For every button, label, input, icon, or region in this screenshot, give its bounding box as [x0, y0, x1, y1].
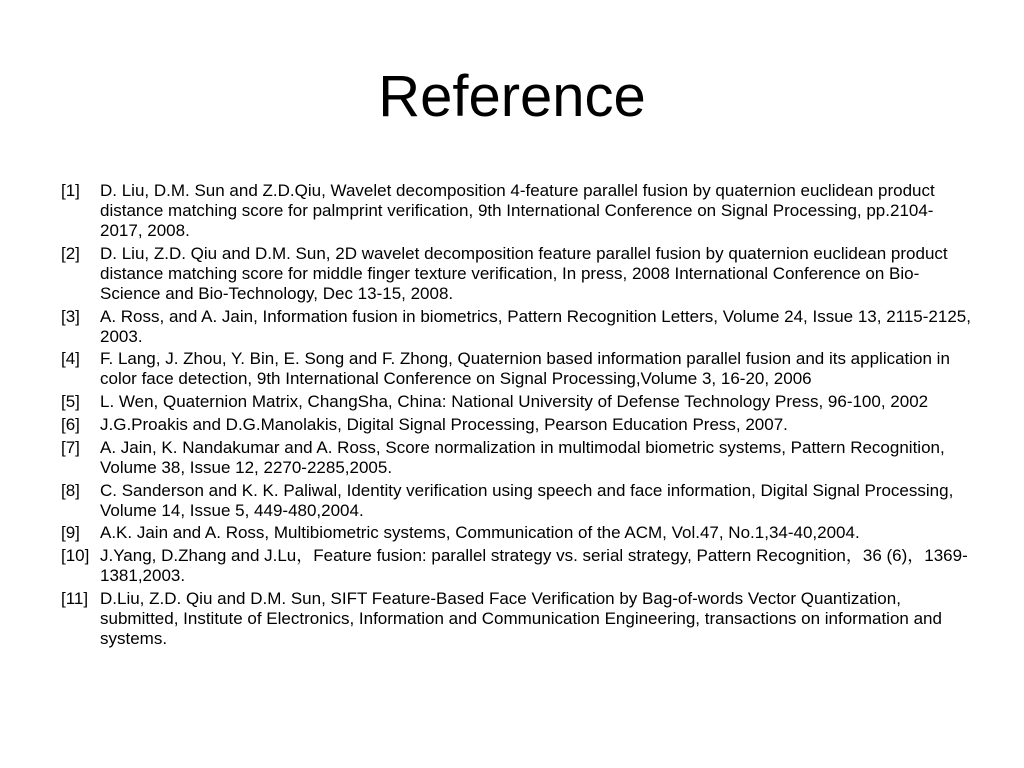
reference-text: A. Ross, and A. Jain, Information fusion in biometrics, Pattern Recognition Letters, Volume 24, Issue 13, 2115-2125, 2003. [100, 306, 971, 346]
reference-text: D. Liu, Z.D. Qiu and D.M. Sun, 2D wavelet decomposition feature parallel fusion by quaternion euclidean product distance matching score for middle finger texture verification, In press, 2008 International Conference on Bio-Science and Bio-Technology, Dec 13-15, 2008. [100, 243, 948, 303]
reference-text: D.Liu, Z.D. Qiu and D.M. Sun, SIFT Feature-Based Face Verification by Bag-of-words Vector Quantization, submitted, Institute of Electronics, Information and Communication Engineering, transactions on information and systems. [100, 588, 942, 648]
reference-text: A. Jain, K. Nandakumar and A. Ross, Score normalization in multimodal biometric systems, Pattern Recognition, Volume 38, Issue 12, 2270-2285,2005. [100, 437, 945, 477]
reference-number: [4] [61, 349, 80, 369]
reference-item [61, 481, 971, 521]
reference-number: [9] [61, 523, 80, 543]
reference-item [61, 523, 971, 543]
reference-number: [6] [61, 414, 80, 434]
reference-text: D. Liu, D.M. Sun and Z.D.Qiu, Wavelet decomposition 4-feature parallel fusion by quaternion euclidean product distance matching score for palmprint verification, 9th International Conference on Signal Processing, pp.2104-2017, 2008. [100, 181, 935, 240]
reference-text: L. Wen, Quaternion Matrix, ChangSha, China: National University of Defense Technology Press, 96-100, 2002 [100, 392, 929, 412]
reference-item [61, 415, 971, 435]
reference-number: [5] [61, 392, 80, 412]
reference-text: C. Sanderson and K. K. Paliwal, Identity verification using speech and face information, Digital Signal Processing, Volume 14, Issue 5, 449-480,2004. [100, 480, 954, 520]
reference-number: [10] [61, 546, 90, 566]
reference-text: J.Yang, D.Zhang and J.Lu，Feature fusion: parallel strategy vs. serial strategy, Pattern Recognition，36 (6)，1369-1381,2003. [100, 546, 968, 586]
reference-text: J.G.Proakis and D.G.Manolakis, Digital Signal Processing, Pearson Education Press, 2007. [100, 414, 788, 434]
reference-item [61, 244, 971, 304]
reference-item [61, 392, 971, 412]
reference-number: [8] [61, 480, 80, 500]
reference-number: [3] [61, 306, 80, 326]
reference-number: [1] [61, 181, 80, 200]
reference-item [61, 307, 971, 347]
reference-item [61, 349, 971, 389]
reference-number: [11] [61, 588, 89, 608]
reference-item [61, 546, 971, 586]
slide-title: Reference [378, 64, 646, 129]
reference-number: [2] [61, 243, 80, 263]
reference-text: F. Lang, J. Zhou, Y. Bin, E. Song and F. Zhong, Quaternion based information parallel fusion and its application in color face detection, 9th International Conference on Signal Processing,Volume 3, 16-20, 2006 [100, 349, 950, 389]
reference-item [61, 438, 971, 478]
reference-number: [7] [61, 437, 80, 457]
reference-list [61, 181, 971, 652]
reference-item [61, 589, 971, 649]
reference-text: A.K. Jain and A. Ross, Multibiometric systems, Communication of the ACM, Vol.47, No.1,34-40,2004. [100, 523, 860, 543]
reference-item [61, 181, 971, 241]
